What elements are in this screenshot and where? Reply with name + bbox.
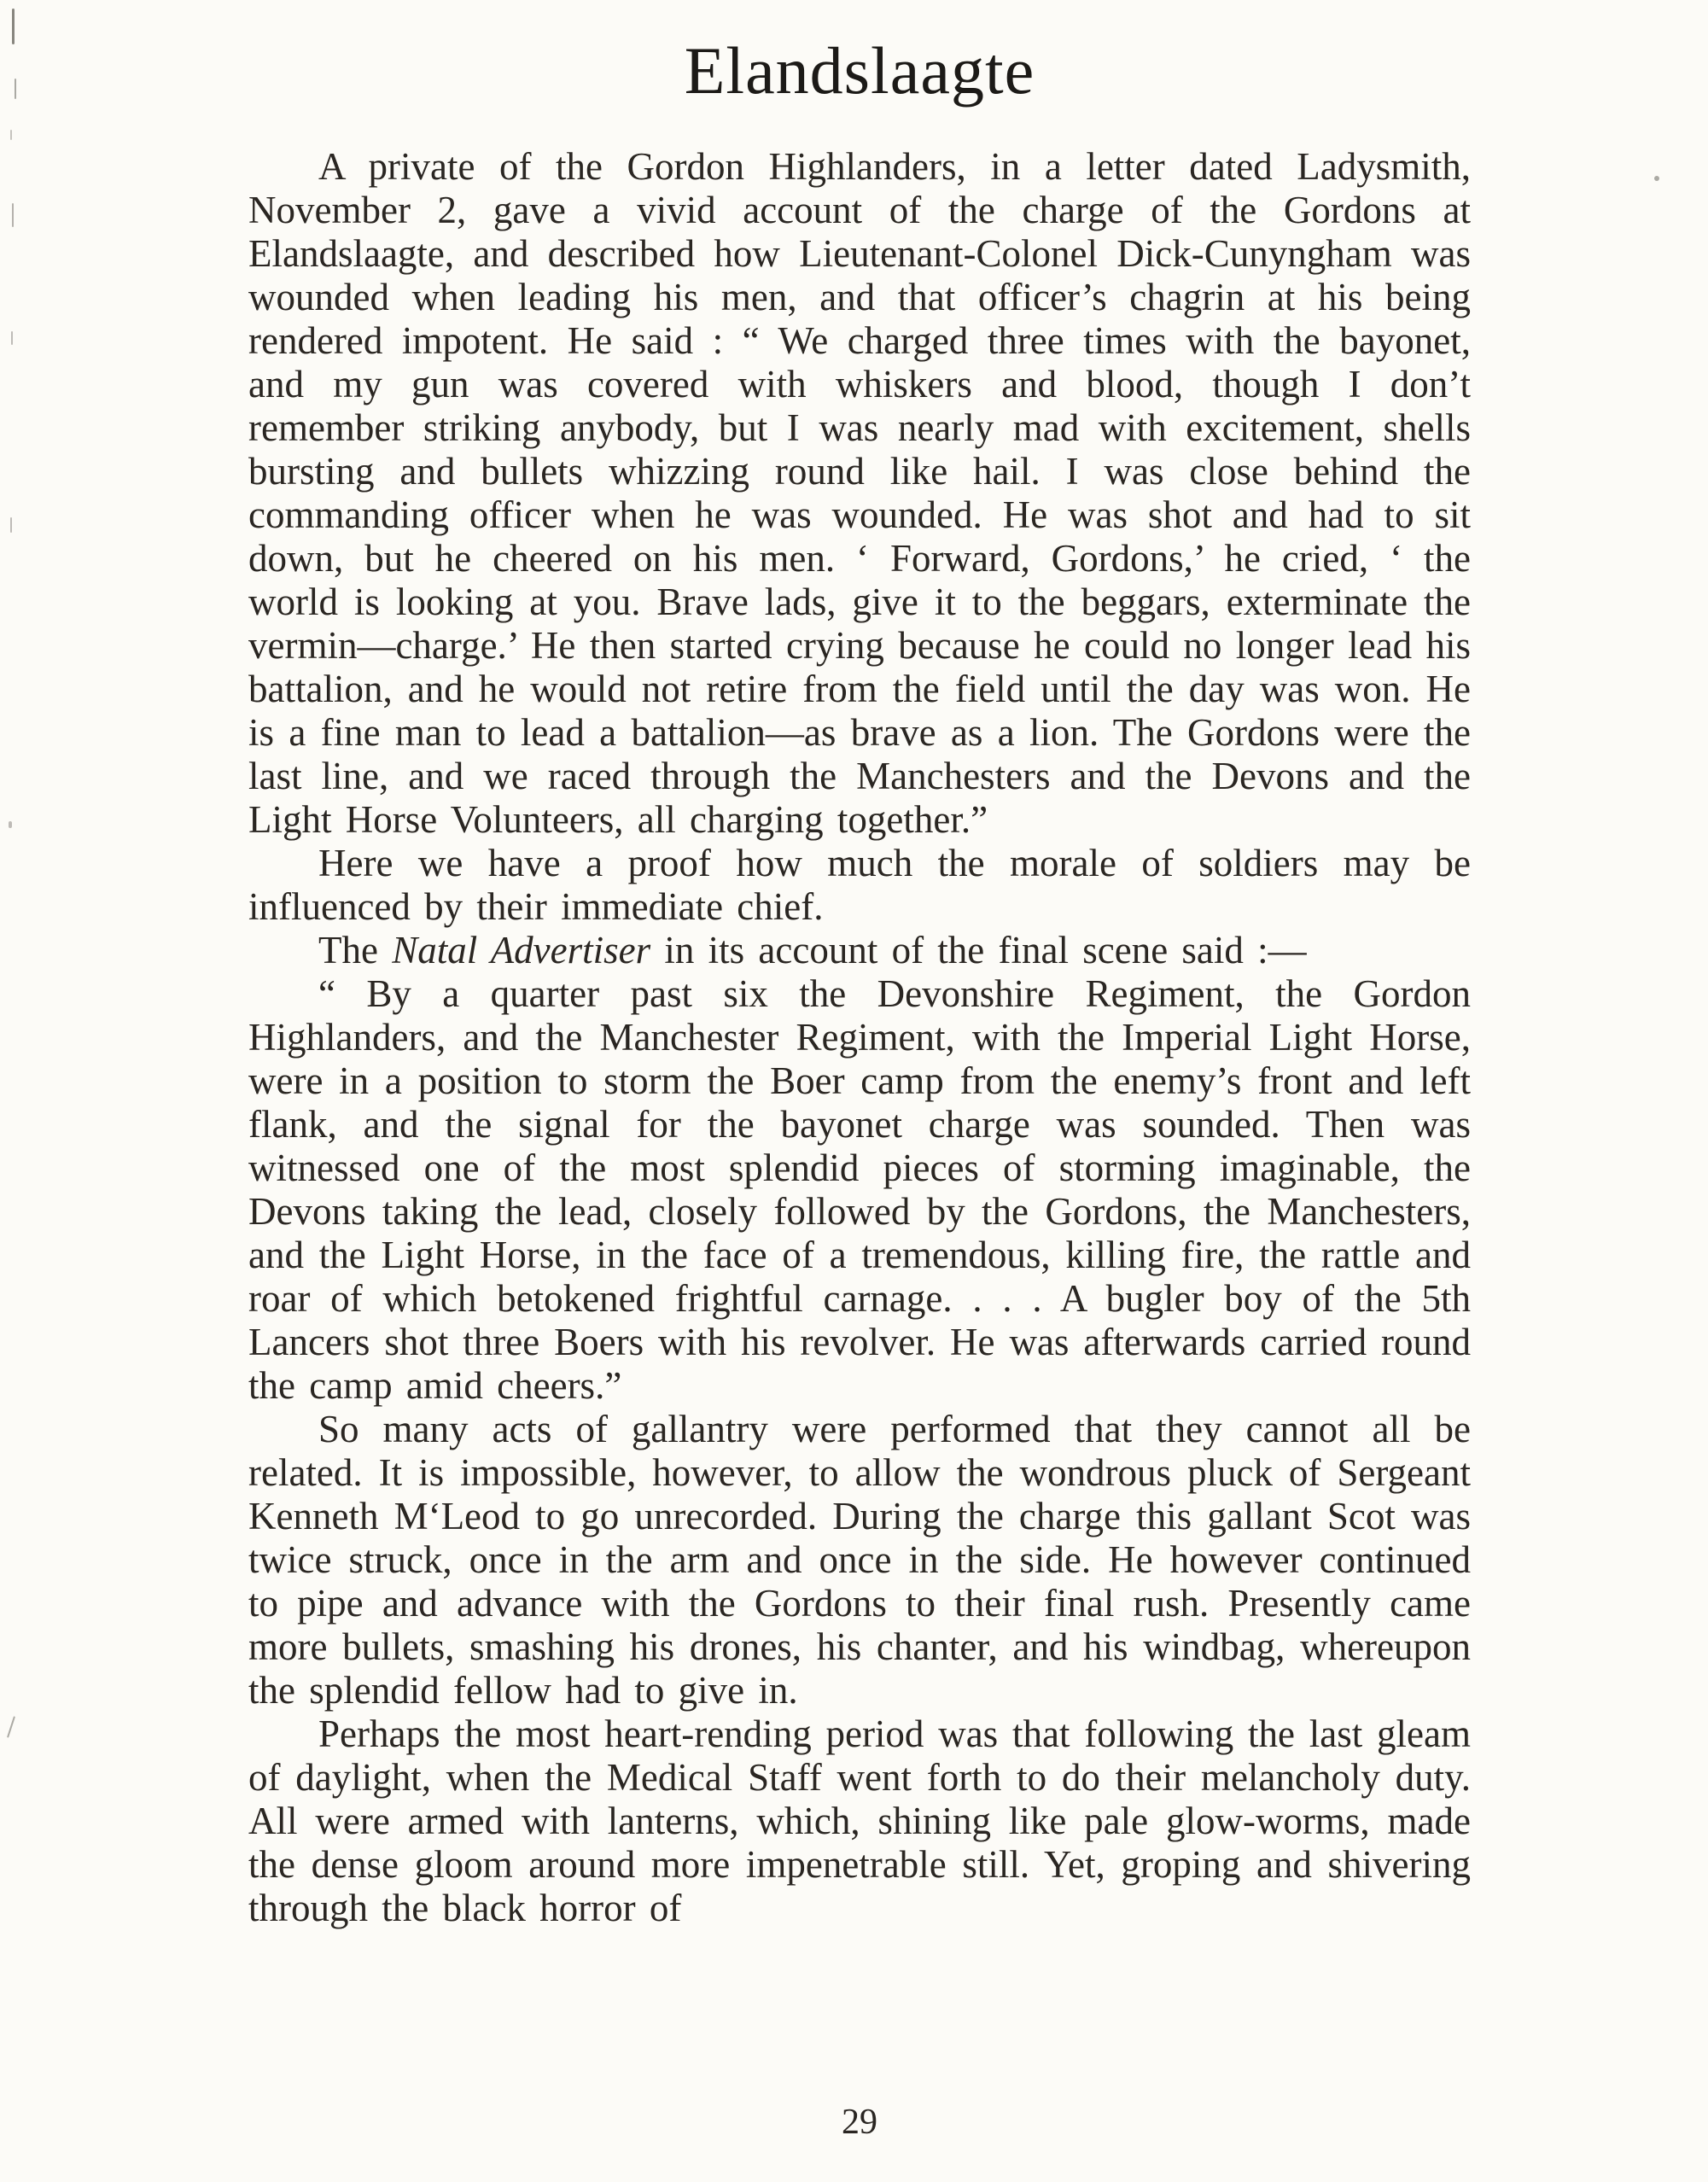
body-text (248, 145, 1471, 1930)
paragraph-natal-advertiser-intro (248, 929, 1471, 972)
paragraph-gordon-letter: A private of the Gordon Highlanders, in a letter dated Ladysmith, November 2, gave a vivid account of the charge of the Gordons at Elandslaagte, and described how Lieutenant-Colonel Dick-Cunyngham was wounded when leading his men, and that officer’s chagrin at his being rendered impotent. He said : “ We charged three times with the bayonet, and my gun was covered with whiskers and blood, though I don’t remember striking anybody, but I was nearly mad with excitement, shells bursting and bullets whizzing round like hail. I was close behind the commanding officer when he was wounded. He was shot and had to sit down, but he cheered on his men. ‘ Forward, Gordons,’ he cried, ‘ the world is looking at you. Brave lads, give it to the beggars, exterminate the vermin—charge.’ He then started crying because he could no longer lead his battalion, and he would not retire from the field until the day was won. He is a fine man to lead a battalion—as brave as a lion. The Gordons were the last line, and we raced through the Manchesters and the Devons and the Light Horse Volunteers, all charging together.” (248, 145, 1471, 841)
scan-artifact (1654, 176, 1659, 181)
paragraph-morale: Here we have a proof how much the morale of soldiers may be influenced by their immediate chief. (248, 842, 1471, 928)
scan-artifact (10, 517, 12, 533)
scan-artifact (10, 130, 12, 140)
paragraph-medical-staff: Perhaps the most heart-rending period was that following the last gleam of daylight, when the Medical Staff went forth to do their melancholy duty. All were armed with lanterns, which, shining like pale glow-worms, made the dense gloom around more impenetrable still. Yet, groping and shivering through the black horror of (248, 1712, 1471, 1929)
page-title: Elandslaagte (684, 33, 1035, 108)
paragraph-storming-account: “ By a quarter past six the Devonshire Regiment, the Gordon Highlanders, and the Manchester Regiment, with the Imperial Light Horse, were in a position to storm the Boer camp from the enemy’s front and left flank, and the signal for the bayonet charge was sounded. Then was witnessed one of the most splendid pieces of storming imaginable, the Devons taking the lead, closely followed by the Gordons, the Manchesters, and the Light Horse, in the face of a tremendous, killing fire, the rattle and roar of which betokened frightful carnage. . . . A bugler boy of the 5th Lancers shot three Boers with his revolver. He was afterwards carried round the camp amid cheers.” (248, 972, 1471, 1407)
scan-artifact (11, 331, 13, 345)
scan-artifact (12, 9, 15, 44)
text-segment: The (318, 929, 393, 971)
scan-artifact (15, 79, 16, 99)
page-number: 29 (842, 2103, 877, 2142)
scan-artifact (7, 1716, 15, 1737)
text-segment: in its account of the final scene said :— (650, 929, 1307, 971)
scan-artifact (9, 821, 12, 828)
scan-artifact (12, 203, 14, 227)
publication-title: Natal Advertiser (392, 929, 651, 971)
paragraph-sergeant-mcleod: So many acts of gallantry were performed that they cannot all be related. It is impossible, however, to allow the wondrous pluck of Sergeant Kenneth M‘Leod to go unrecorded. During the charge this gallant Scot was twice struck, once in the arm and once in the side. He however continued to pipe and advance with the Gordons to their final rush. Presently came more bullets, smashing his drones, his chanter, and his windbag, whereupon the splendid fellow had to give in. (248, 1408, 1471, 1712)
